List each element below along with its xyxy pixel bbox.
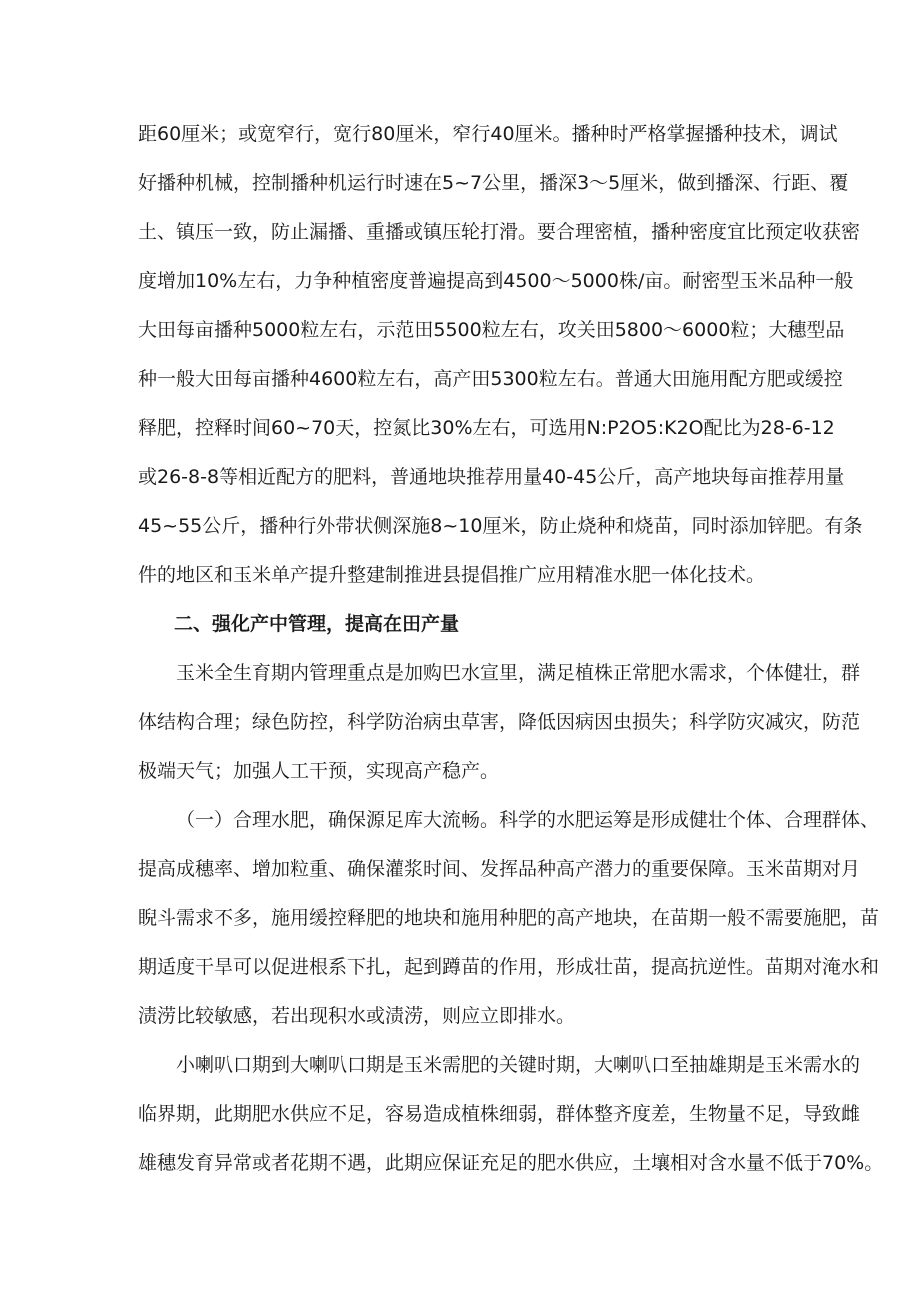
paragraph-3-line-4: 期适度干旱可以促进根系下扎，起到蹲苗的作用，形成壮苗，提高抗逆性。苗期对淹水和	[138, 956, 880, 978]
section-heading: 二、强化产中管理，提高在田产量	[174, 613, 460, 635]
paragraph-4-line-3: 雄穗发育异常或者花期不遇，此期应保证充足的肥水供应，土壤相对含水量不低于70%。	[138, 1152, 884, 1174]
paragraph-4-line-2: 临界期，此期肥水供应不足，容易造成植株细弱，群体整齐度差，生物量不足，导致雌	[138, 1103, 861, 1125]
paragraph-2-line-1: 玉米全生育期内管理重点是加购巴水宣里，满足植株正常肥水需求，个体健壮，群	[176, 662, 861, 684]
paragraph-1-line-8: 或26-8-8等相近配方的肥料，普通地块推荐用量40-45公斤，高产地块每亩推荐用量	[138, 466, 845, 488]
paragraph-1-line-4: 度增加10%左右，力争种植密度普遍提高到4500～5000株/亩。耐密型玉米品种一般	[138, 270, 854, 292]
paragraph-3-line-2: 提高成穗率、增加粒重、确保灌浆时间、发挥品种高产潜力的重要保障。玉米苗期对月	[138, 858, 861, 880]
paragraph-1-line-6: 种一般大田每亩播种4600粒左右，高产田5300粒左右。普通大田施用配方肥或缓控	[138, 368, 843, 390]
paragraph-3-line-5: 渍涝比较敏感，若出现积水或渍涝，则应立即排水。	[138, 1005, 576, 1027]
paragraph-1-line-5: 大田每亩播种5000粒左右，示范田5500粒左右，攻关田5800～6000粒；大穗型品	[138, 319, 845, 341]
paragraph-1-line-7: 释肥，控释时间60~70天，控氮比30%左右，可选用N:P2O5:K2O配比为28-6-12	[138, 417, 835, 439]
paragraph-1-line-3: 土、镇压一致，防止漏播、重播或镇压轮打滑。要合理密植，播种密度宜比预定收获密	[138, 221, 861, 243]
paragraph-3-line-3: 睨斗需求不多，施用缓控释肥的地块和施用种肥的高产地块，在苗期一般不需要施肥，苗	[138, 907, 880, 929]
paragraph-1-line-9: 45~55公斤，播种行外带状侧深施8~10厘米，防止烧种和烧苗，同时添加锌肥。有条	[138, 515, 863, 537]
paragraph-1-line-1: 距60厘米；或宽窄行，宽行80厘米，窄行40厘米。播种时严格掌握播种技术，调试	[138, 123, 838, 145]
paragraph-1-line-2: 好播种机械，控制播种机运行时速在5~7公里，播深3～5厘米，做到播深、行距、覆	[138, 172, 849, 194]
paragraph-1-line-10: 件的地区和玉米单产提升整建制推进县提倡推广应用精准水肥一体化技术。	[138, 564, 766, 586]
paragraph-3-line-1: （一）合理水肥，确保源足库大流畅。科学的水肥运筹是形成健壮个体、合理群体、	[176, 809, 880, 831]
paragraph-2-line-2: 体结构合理；绿色防控，科学防治病虫草害，降低因病因虫损失；科学防灾减灾，防范	[138, 711, 861, 733]
paragraph-2-line-3: 极端天气；加强人工干预，实现高产稳产。	[138, 760, 500, 782]
paragraph-4-line-1: 小喇叭口期到大喇叭口期是玉米需肥的关键时期，大喇叭口至抽雄期是玉米需水的	[176, 1054, 861, 1076]
